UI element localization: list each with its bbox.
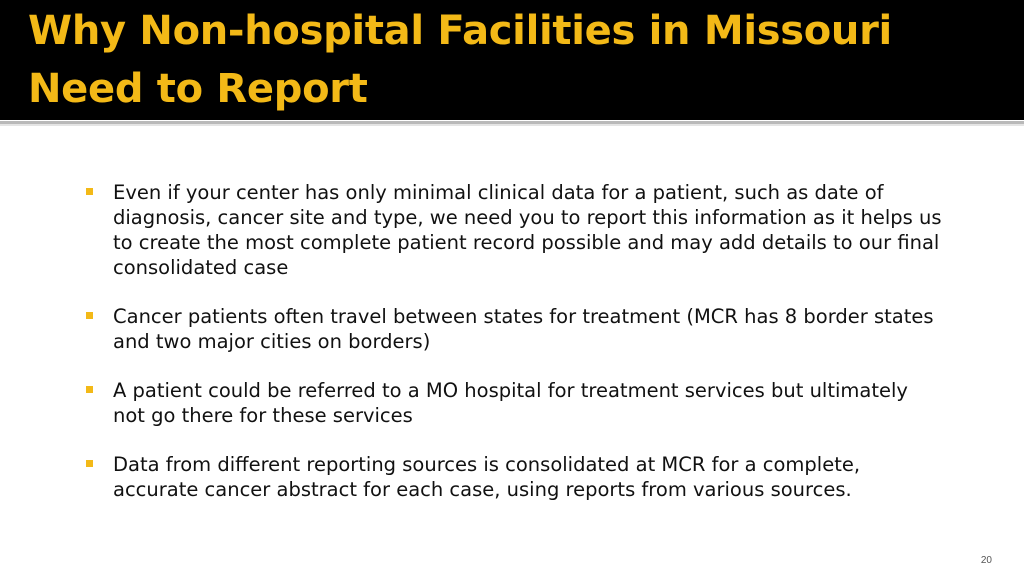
bullet-item (86, 180, 946, 280)
square-bullet-icon (86, 188, 93, 195)
bullet-text: Data from different reporting sources is consolidated at MCR for a complete, accurate cancer abstract for each case, using reports from various sources. (113, 453, 861, 501)
slide-title: Why Non-hospital Facilities in Missouri Need to Report (28, 8, 892, 112)
square-bullet-icon (86, 312, 93, 319)
title-divider-highlight (0, 124, 1024, 126)
square-bullet-icon (86, 460, 93, 467)
bullet-item (86, 452, 946, 502)
bullet-item (86, 378, 946, 428)
bullet-item (86, 304, 946, 354)
title-bar (0, 0, 1024, 120)
bullet-text: Even if your center has only minimal clinical data for a patient, such as date of diagnosis, cancer site and type, we need you to report this information as it helps us to create the most complete patient record possible and may add details to our final consolidated case (113, 181, 942, 279)
bullet-text: Cancer patients often travel between states for treatment (MCR has 8 border states and two major cities on borders) (113, 305, 934, 353)
square-bullet-icon (86, 386, 93, 393)
bullet-text: A patient could be referred to a MO hospital for treatment services but ultimately not go there for these services (113, 379, 908, 427)
page-number: 20 (980, 555, 992, 566)
bullet-list (86, 180, 946, 526)
